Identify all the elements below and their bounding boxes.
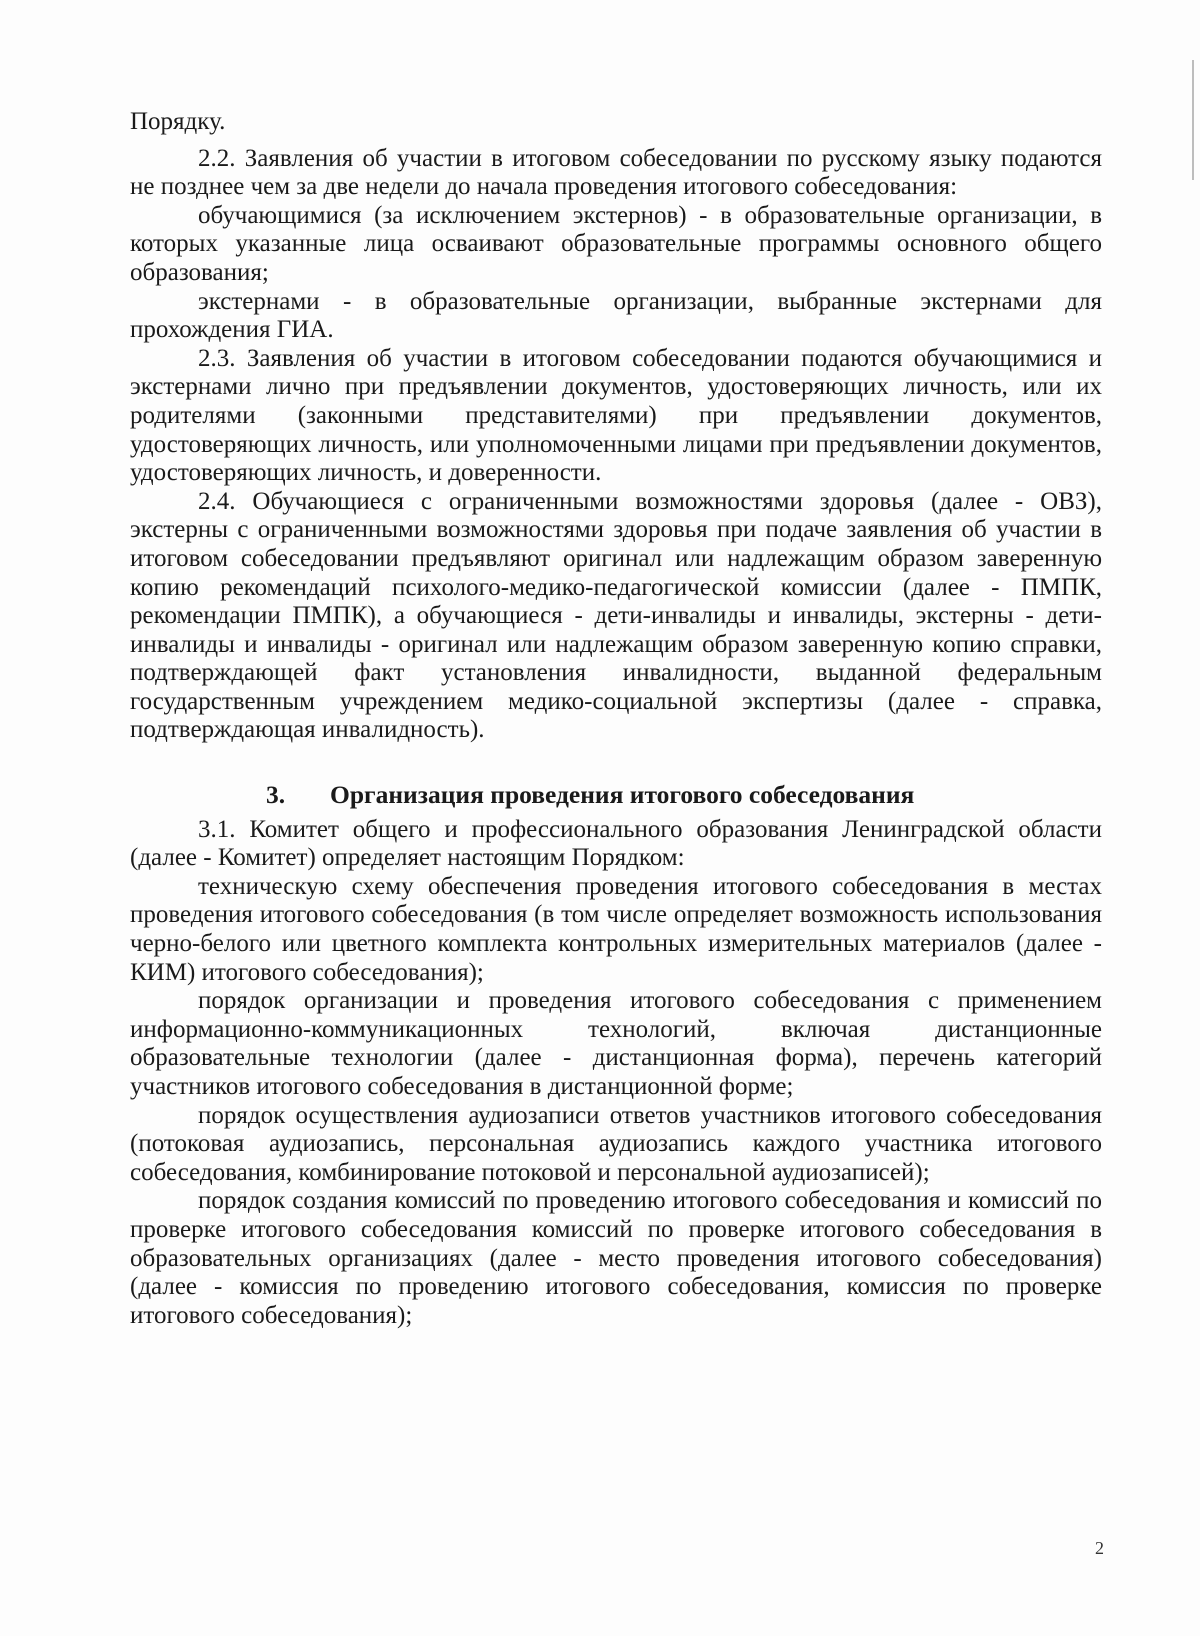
paragraph-2-4: 2.4. Обучающиеся с ограниченными возможностями здоровья (далее - ОВЗ), экстерны с ограниченными возможностями здоровья при подаче заявления об участии в итоговом собеседовании предъявляют оригинал или надлежащим образом заверенную копию рекомендаций психолого-медико-педагогической комиссии (далее - ПМПК, рекомендации ПМПК), а обучающиеся - дети-инвалиды и инвалиды, экстерны - дети-инвалиды и инвалиды - оригинал или надлежащим образом заверенную копию справки, подтверждающей факт установления инвалидности, выданной федеральным государственным учреждением медико-социальной экспертизы (далее - справка, подтверждающая инвалидность).	[130, 487, 1102, 744]
intro-line: Порядку.	[130, 108, 226, 135]
paragraph-technical-scheme: техническую схему обеспечения проведения итогового собеседования в местах проведения итогового собеседования (в том числе определяет возможность использования черно-белого или цветного комплекта контрольных измерительных материалов (далее - КИМ) итогового собеседования);	[130, 872, 1102, 986]
paragraph-commissions: порядок создания комиссий по проведению итогового собеседования и комиссий по проверке итогового собеседования комиссий по проверке итогового собеседования в образовательных организациях (далее - место проведения итогового собеседования) (далее - комиссия по проведению итогового собеседования, комиссия по проверке итогового собеседования);	[130, 1187, 1102, 1329]
section-3-title: Организация проведения итогового собеседования	[330, 780, 915, 810]
section-3-number: 3.	[266, 780, 286, 810]
paragraph-audio-recording: порядок осуществления аудиозаписи ответов участников итогового собеседования (потоковая аудиозапись, персональная аудиозапись каждого участника итогового собеседования, комбинирование потоковой и персональной аудиозаписей);	[130, 1101, 1102, 1186]
document-body	[130, 108, 1102, 1330]
scan-edge-mark	[1192, 60, 1194, 180]
paragraph-externs: экстернами - в образовательные организации, выбранные экстернами для прохождения ГИА.	[130, 287, 1102, 344]
paragraph-2-3: 2.3. Заявления об участии в итоговом собеседовании подаются обучающимися и экстернами лично при предъявлении документов, удостоверяющих личность, или их родителями (законными представителями) при предъявлении документов, удостоверяющих личность, или уполномоченными лицами при предъявлении документов, удостоверяющих личность, и доверенности.	[130, 344, 1102, 487]
section-3-heading	[130, 781, 1102, 810]
paragraph-remote-form: порядок организации и проведения итогового собеседования с применением информационно-коммуникационных технологий, включая дистанционные образовательные технологии (далее - дистанционная форма), перечень категорий участников итогового собеседования в дистанционной форме;	[130, 987, 1102, 1100]
paragraph-3-1: 3.1. Комитет общего и профессионального образования Ленинградской области (далее - Комитет) определяет настоящим Порядком:	[130, 815, 1102, 872]
paragraph-students: обучающимися (за исключением экстернов) - в образовательные организации, в которых указанные лица осваивают образовательные программы основного общего образования;	[130, 201, 1102, 286]
paragraph-2-2: 2.2. Заявления об участии в итоговом собеседовании по русскому языку подаются не позднее чем за две недели до начала проведения итогового собеседования:	[130, 144, 1102, 201]
page-number: 2	[1095, 1538, 1104, 1558]
